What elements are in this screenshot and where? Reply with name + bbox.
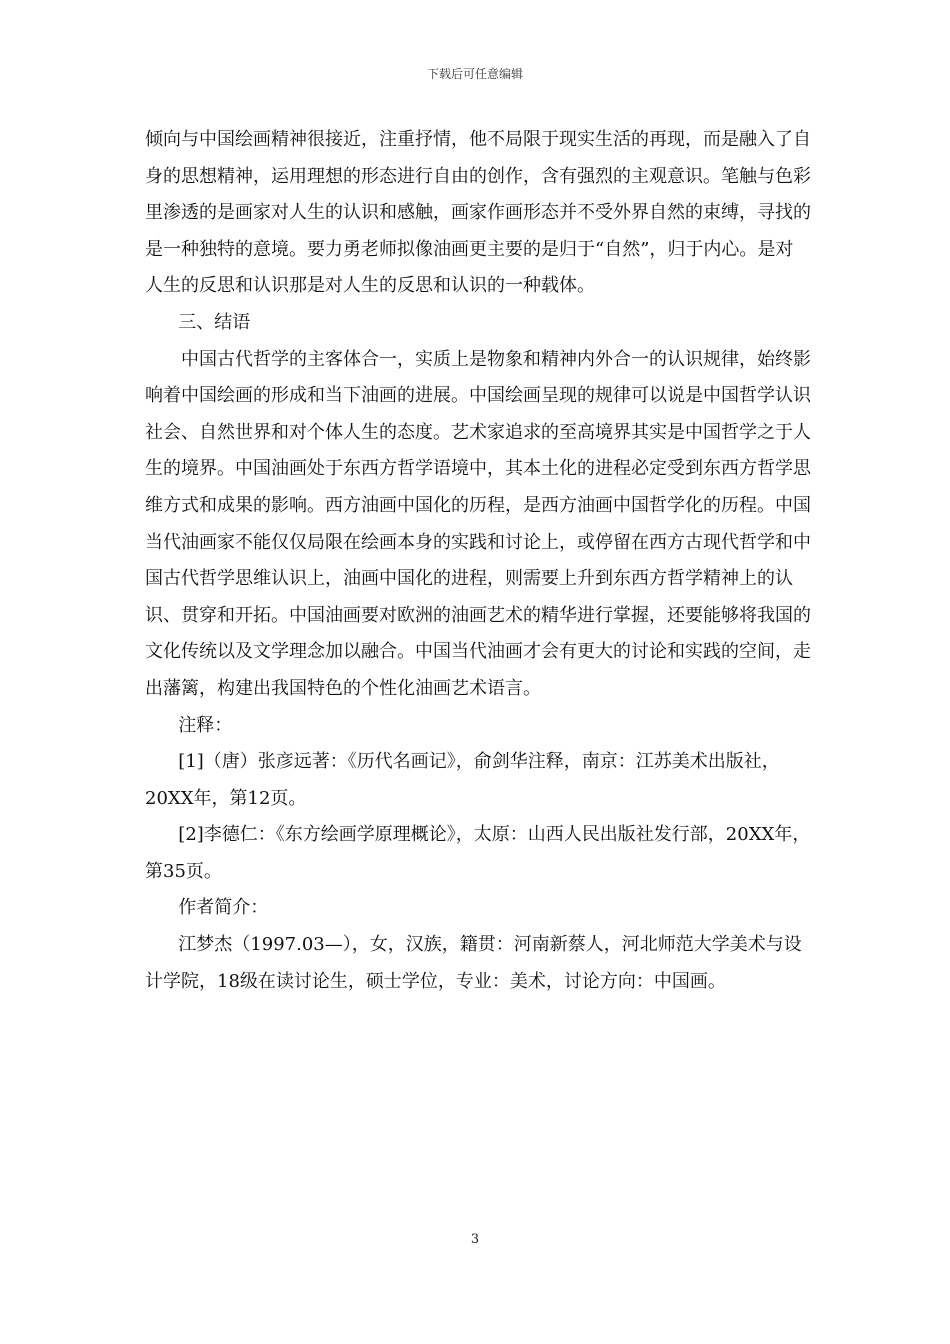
- note-item-2: [2]李德仁：《东方绘画学原理概论》，太原：山西人民出版社发行部，20XX年，第35页。: [145, 824, 811, 882]
- section-heading-conclusion: 三、结语: [178, 311, 251, 333]
- paragraph-conclusion: 中国古代哲学的主客体合一，实质上是物象和精神内外合一的认识规律，始终影响着中国绘画的形成和当下油画的进展。中国绘画呈现的规律可以说是中国哲学认识社会、自然世界和对个体人生的态度。艺术家追求的至高境界其实是中国哲学之于人生的境界。中国油画处于东西方哲学语境中，其本土化的进程必定受到东西方哲学思维方式和成果的影响。西方油画中国化的历程，是西方油画中国哲学化的历程。中国当代油画家不能仅仅局限在绘画本身的实践和讨论上，或停留在西方古现代哲学和中国古代哲学思维认识上，油画中国化的进程，则需要上升到东西方哲学精神上的认识、贯穿和开拓。中国油画要对欧洲的油画艺术的精华进行掌握，还要能够将我国的文化传统以及文学理念加以融合。中国当代油画才会有更大的讨论和实践的空间，走出藩篱，构建出我国特色的个性化油画艺术语言。: [145, 348, 811, 699]
- page-header: 下载后可任意编辑: [426, 67, 523, 81]
- paragraph-continued: 倾向与中国绘画精神很接近，注重抒情，他不局限于现实生活的再现，而是融入了自身的思想精神，运用理想的形态进行自由的创作，含有强烈的主观意识。笔触与色彩里渗透的是画家对人生的认识和感触，画家作画形态并不受外界自然的束缚，寻找的是一种独特的意境。要力勇老师拟像油画更主要的是归于“自然”，归于内心。是对人生的反思和认识那是对人生的反思和认识的一种载体。: [145, 129, 811, 297]
- note-item-1: [1]（唐）张彦远著：《历代名画记》，俞剑华注释，南京：江苏美术出版社，20XX年，第12页。: [145, 751, 780, 809]
- author-heading: 作者简介：: [178, 897, 269, 919]
- document-body: [145, 122, 811, 1000]
- notes-heading: 注释：: [178, 714, 233, 736]
- page-number: 3: [470, 1232, 480, 1247]
- author-bio: 江梦杰（1997.03—），女，汉族，籍贯：河南新蔡人，河北师范大学美术与设计学院，18级在读讨论生，硕士学位，专业：美术，讨论方向：中国画。: [145, 934, 802, 992]
